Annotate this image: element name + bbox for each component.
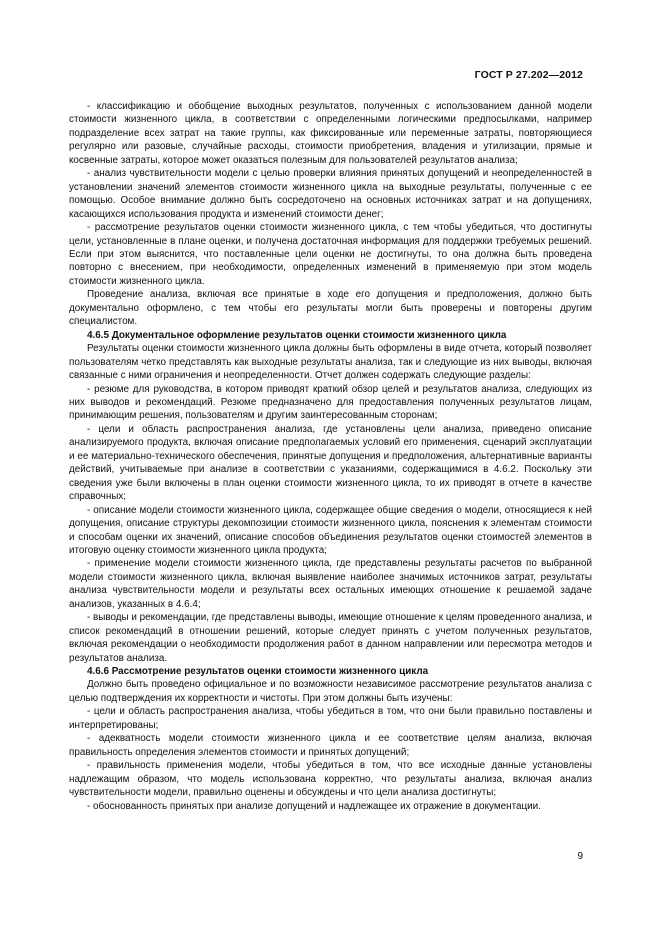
list-item-sensitivity-analysis: - анализ чувствительности модели с целью проверки влияния принятых допущений и неопределенностей в установлении значений элементов стоимости жизненного цикла на выходные результаты, полученные с ее помощью. Особое внимание должно быть сосредоточено на основных источниках затрат и на допущениях, касающихся использования продукта и изменений стоимости денег;	[69, 168, 592, 220]
list-item-goals-scope: - цели и область распространения анализа, где установлены цели анализа, приведено описание анализируемого продукта, включая описание предполагаемых условий его применения, сценарий эксплуатации и ее материально-технического обеспечения, принятые допущения и предположения, альтернативные варианты действий, учитываемые при анализе в соответствии с указаниями, содержащимися в 4.6.2. Поскольку эти сведения уже были включены в план оценки стоимости жизненного цикла, то их приводят в отчете в качестве справочных;	[69, 423, 592, 503]
list-item-model-description: - описание модели стоимости жизненного цикла, содержащее общие сведения о модели, относящиеся к ней допущения, описание структуры декомпозиции стоимости жизненного цикла, пояснения к элементам стоимости и способам оценки их значений, описание способов объединения результатов оценки стоимостей элементов в итоговую оценку стоимости жизненного цикла продукта;	[69, 504, 592, 556]
list-item-results-review: - рассмотрение результатов оценки стоимости жизненного цикла, с тем чтобы убедиться, что достигнуты цели, установленные в плане оценки, и получена достаточная информация для поддержки требуемых решений. Если при этом выяснится, что поставленные цели оценки не достигнуты, то она должна быть проведена повторно с внесением, при необходимости, определенных изменений в применяемую при этом модель стоимости жизненного цикла.	[69, 222, 592, 287]
list-item-executive-summary: - резюме для руководства, в котором приводят краткий обзор целей и результатов анализа, следующих из них выводов и рекомендаций. Резюме предназначено для предоставления полученных результатов лицам, принимающим решения, пользователям и другим заинтересованным сторонам;	[69, 383, 592, 422]
list-item-review-correctness: - правильность применения модели, чтобы убедиться в том, что все исходные данные установлены надлежащим образом, что модель использована корректно, что результаты анализа, включая анализ чувствительности модели, правильно оценены и обсуждены и что цели анализа достигнуты;	[69, 760, 592, 799]
list-item-review-goals: - цели и область распространения анализа, чтобы убедиться в том, что они были правильно поставлены и интерпретированы;	[69, 706, 592, 731]
list-item-model-application: - применение модели стоимости жизненного цикла, где представлены результаты расчетов по выбранной модели стоимости жизненного цикла, включая выявление наиболее значимых источников затрат, результаты анализа чувствительности модели и результаты всех остальных имеющих отношение к решаемой задаче анализов, указанных в 4.6.4;	[69, 558, 592, 610]
list-item-review-assumptions: - обоснованность принятых при анализе допущений и надлежащее их отражение в документации.	[87, 800, 541, 812]
list-item-conclusions: - выводы и рекомендации, где представлены выводы, имеющие отношение к целям проведенного анализа, и список рекомендаций в отношении решений, которые следует принять с учетом полученных результатов, включая рекомендации о необходимости продолжения работ в данном направлении или пересмотра методов и результатов анализа.	[69, 612, 592, 664]
section-heading-4-6-5: 4.6.5 Документальное оформление результатов оценки стоимости жизненного цикла	[87, 329, 507, 341]
paragraph-analysis-documentation: Проведение анализа, включая все принятые в ходе его допущения и предположения, должно быть документально оформлено, с тем чтобы его результаты могли быть проверены и повторены другим специалистом.	[69, 289, 592, 328]
paragraph-review-intro: Должно быть проведено официальное и по возможности независимое рассмотрение результатов анализа с целью подтверждения их корректности и чистоты. При этом должны быть изучены:	[69, 679, 592, 704]
page-number: 9	[577, 851, 583, 862]
standard-code-header: ГОСТ Р 27.202—2012	[474, 69, 583, 81]
section-heading-4-6-6: 4.6.6 Рассмотрение результатов оценки стоимости жизненного цикла	[87, 666, 429, 678]
paragraph-report-intro: Результаты оценки стоимости жизненного цикла должны быть оформлены в виде отчета, который позволяет пользователям четко представлять как выходные результаты анализа, так и следующие из них выводы, включая связанные с ними ограничения и неопределенности. Отчет должен содержать следующие разделы:	[69, 343, 592, 382]
document-body	[69, 100, 592, 813]
list-item-classification: - классификацию и обобщение выходных результатов, полученных с использованием данной модели стоимости жизненного цикла, в соответствии с определенными логическими предпосылками, например подразделение всех затрат на такие группы, как фиксированные или переменные затраты, повторяющиеся регулярно или разовые, случайные расходы, стоимости приобретения, владения и утилизации, прямые и косвенные затраты, которое может оказаться полезным для пользователей результатов анализа;	[69, 101, 592, 166]
list-item-review-adequacy: - адекватность модели стоимости жизненного цикла и ее соответствие целям анализа, включая правильность определения элементов стоимости и принятых допущений;	[69, 733, 592, 758]
